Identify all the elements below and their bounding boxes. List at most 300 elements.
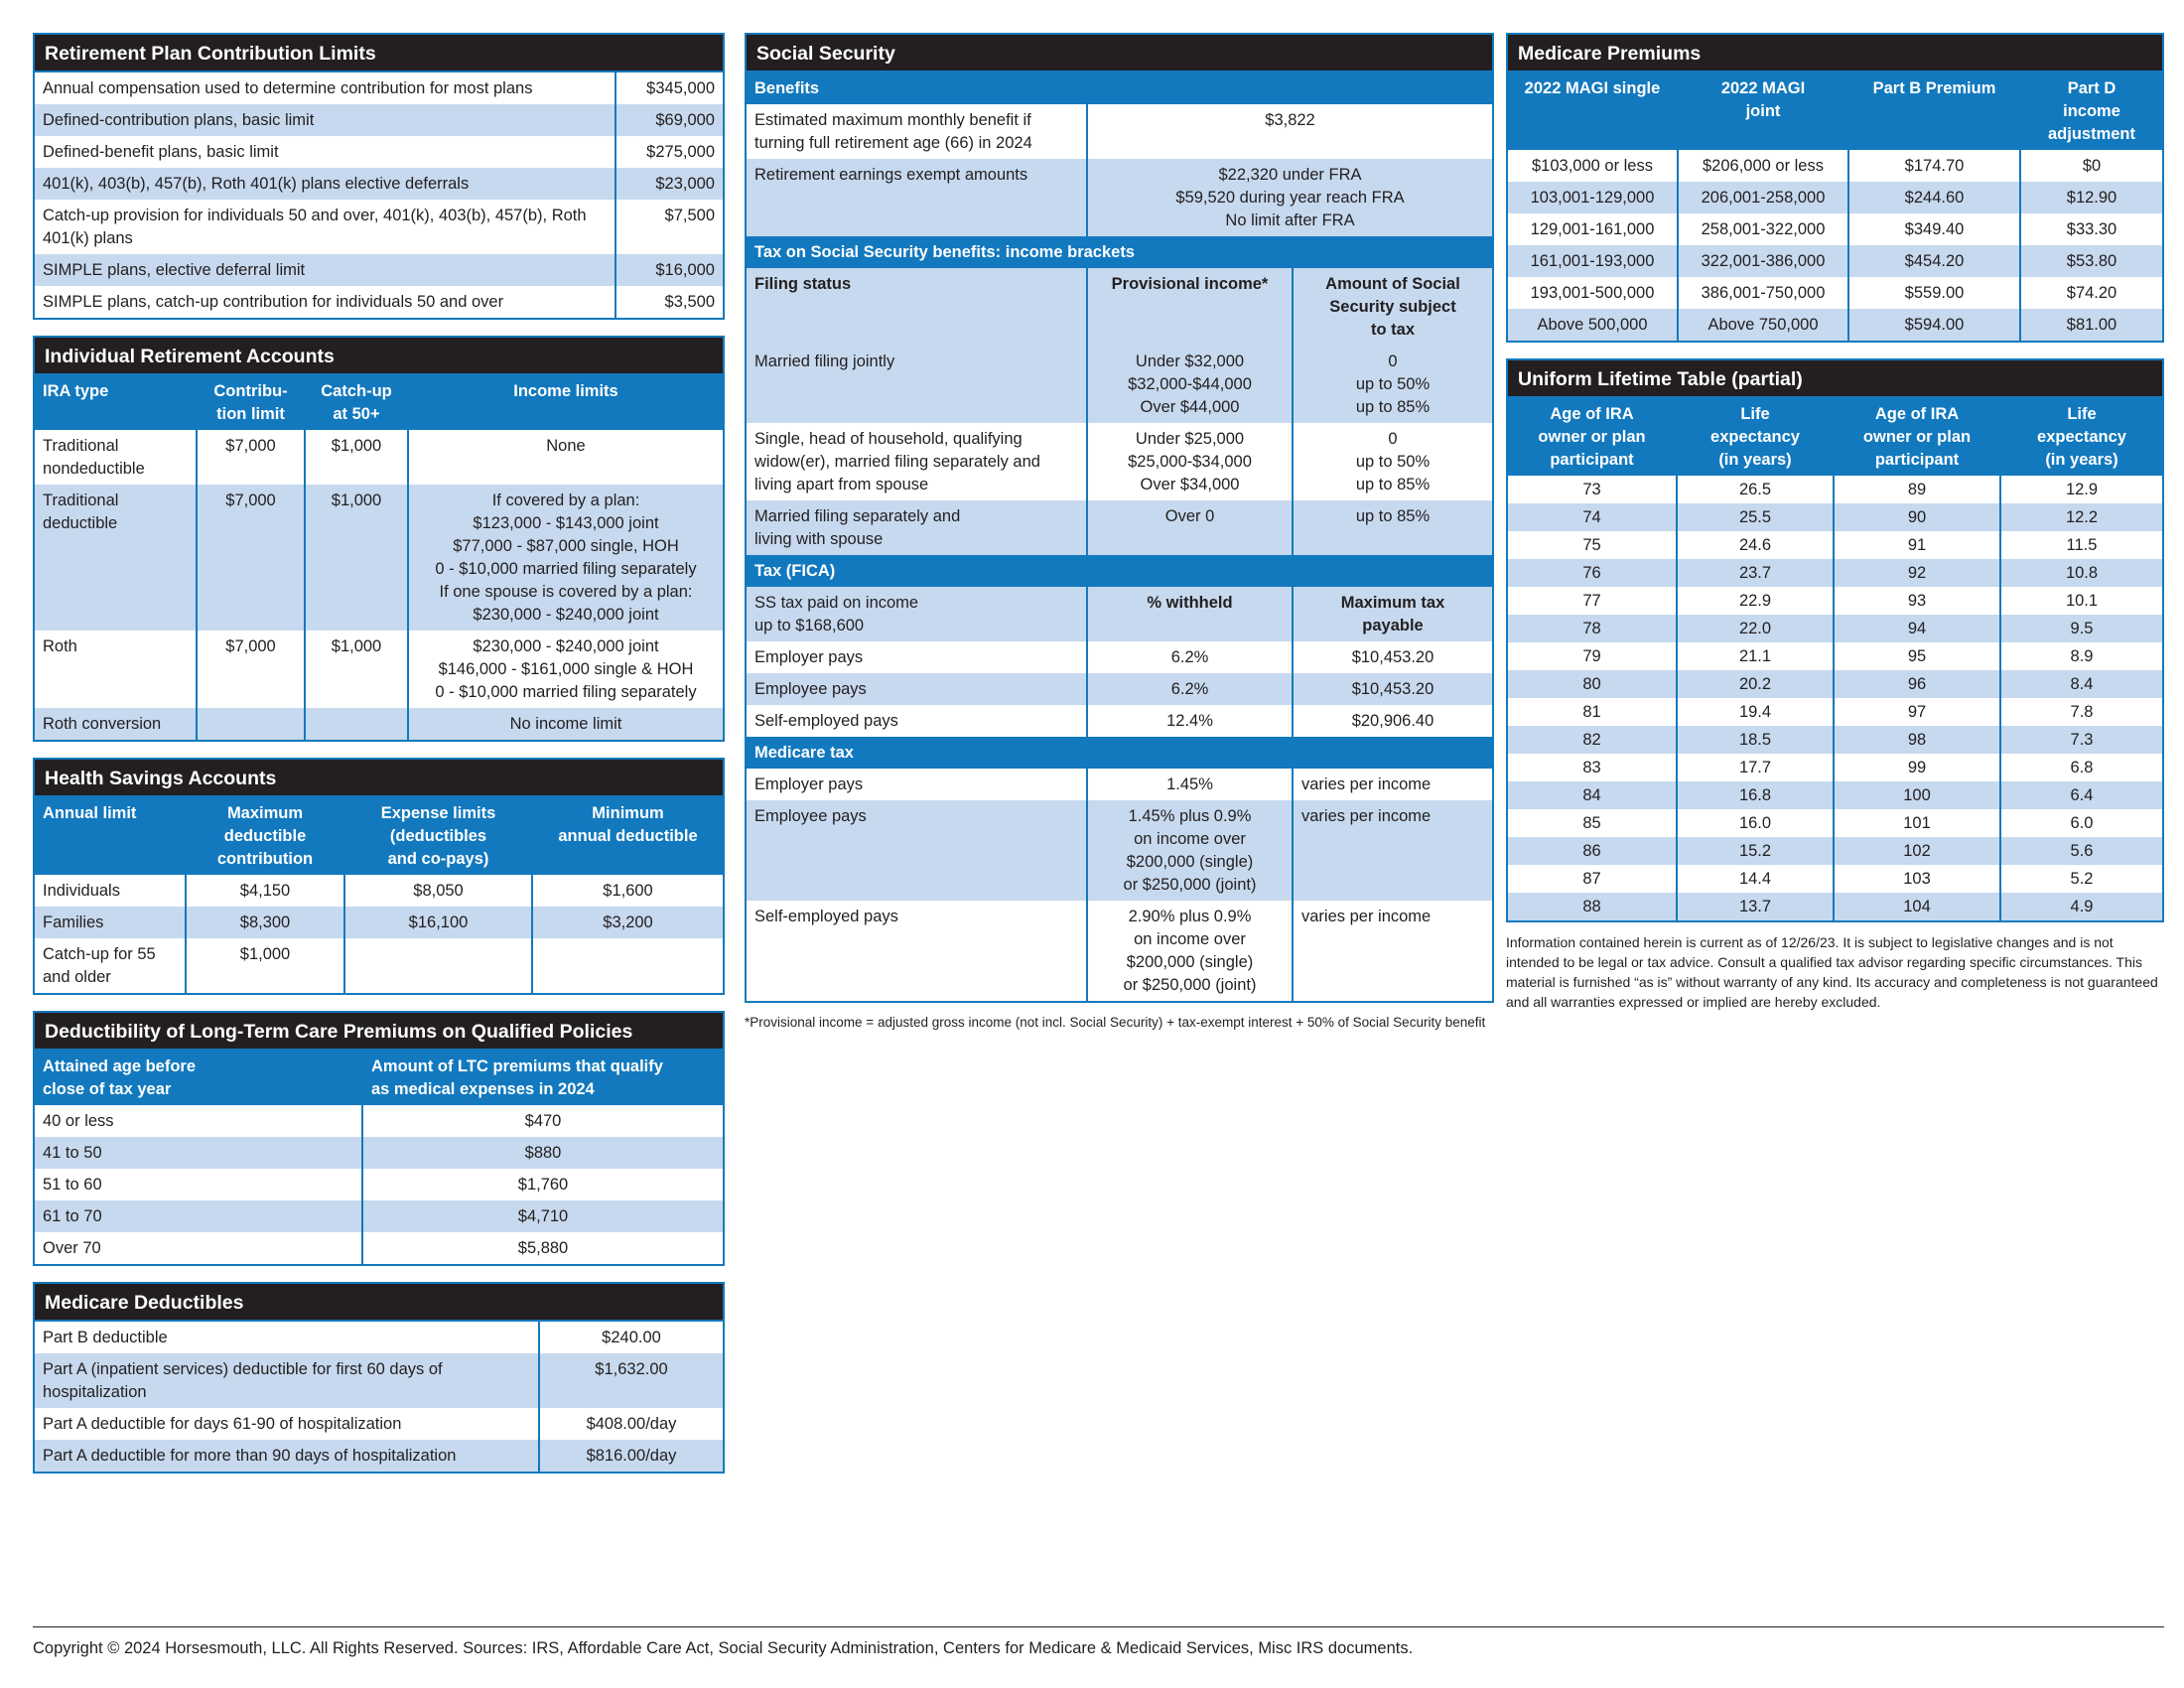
table-row: [1508, 726, 2162, 754]
header-cell: Maximum tax payable: [1293, 587, 1492, 641]
ltc-body: [35, 1105, 723, 1264]
table-row: [1508, 865, 2162, 893]
right-column: [1506, 33, 2164, 1012]
table-cell: 21.1: [1677, 642, 1834, 670]
medicare-deductibles-table: [33, 1282, 725, 1474]
table-row: [35, 1137, 723, 1169]
table-row: [747, 423, 1492, 500]
table-cell: Defined-contribution plans, basic limit: [35, 104, 615, 136]
table-cell: 1.45%: [1087, 769, 1293, 800]
table-cell: 258,001-322,000: [1678, 213, 1848, 245]
table-cell: 98: [1834, 726, 2000, 754]
table-row: [35, 286, 723, 318]
table-cell: varies per income: [1301, 908, 1432, 925]
table-row: [35, 1440, 723, 1472]
table-cell: 17.7: [1677, 754, 1834, 781]
table-cell: None: [546, 437, 586, 455]
table-cell: Estimated maximum monthly benefit if turning full retirement age (66) in 2024: [747, 104, 1087, 159]
table-cell: $816.00/day: [539, 1440, 723, 1472]
table-cell: $1,000: [305, 430, 408, 485]
table-cell: 99: [1834, 754, 2000, 781]
table-cell: 322,001-386,000: [1678, 245, 1848, 277]
table-row: [1508, 893, 2162, 920]
table-cell: 7.3: [2000, 726, 2162, 754]
table-row: [35, 631, 723, 708]
table-row: [747, 346, 1492, 423]
table-cell: $23,000: [615, 168, 723, 200]
table-row: [35, 875, 723, 907]
table-cell: 91: [1834, 531, 2000, 559]
table-cell: 14.4: [1677, 865, 1834, 893]
table-cell: 75: [1508, 531, 1677, 559]
fica-header-row: [747, 587, 1492, 641]
table-cell: 40 or less: [35, 1105, 362, 1137]
retirement-plan-limits-title: Retirement Plan Contribution Limits: [35, 35, 723, 72]
table-cell: 0 up to 50% up to 85%: [1293, 346, 1492, 423]
table-cell: $470: [524, 1112, 562, 1130]
retirement-plan-limits-table: [33, 33, 725, 320]
header-cell: Life expectancy (in years): [1677, 398, 1834, 476]
table-row: [35, 104, 723, 136]
table-cell: 6.4: [2000, 781, 2162, 809]
table-cell: Families: [35, 907, 186, 938]
header-cell: IRA type: [35, 375, 197, 430]
table-cell: $594.00: [1848, 309, 2020, 341]
table-cell: Married filing jointly: [747, 346, 1087, 423]
table-cell: $206,000 or less: [1678, 150, 1848, 182]
table-cell: 4.9: [2000, 893, 2162, 920]
table-cell: $20,906.40: [1351, 712, 1434, 730]
hsa-title: Health Savings Accounts: [35, 760, 723, 797]
disclaimer-text: Information contained herein is current as of 12/26/23. It is subject to legislative changes and is not intended to be legal or tax advice. Consult a qualified tax advisor regarding specific circumstances. This material is furnished “as is” without warranty of any kind. Its accuracy and completeness is not guaranteed and all warranties expressed or implied are hereby excluded.: [1506, 934, 2158, 1010]
table-cell: 25.5: [1677, 503, 1834, 531]
table-cell: $3,200: [532, 907, 723, 938]
table-cell: 11.5: [2066, 536, 2098, 554]
table-cell: Retirement earnings exempt amounts: [747, 159, 1087, 236]
table-cell: Roth: [35, 631, 197, 708]
table-cell: 61 to 70: [35, 1200, 362, 1232]
table-cell: 6.0: [2070, 814, 2094, 832]
table-row: [1508, 642, 2162, 670]
table-cell: $74.20: [2066, 284, 2117, 302]
table-cell: $22,320 under FRA $59,520 during year reach FRA No limit after FRA: [1087, 159, 1492, 236]
table-row: [35, 1408, 723, 1440]
tax-brackets-subheader: [747, 236, 1492, 268]
table-row: [1508, 245, 2162, 277]
header-cell: Filing status: [747, 268, 1087, 346]
table-cell: $349.40: [1848, 213, 2020, 245]
table-row: [35, 907, 723, 938]
table-cell: 13.7: [1677, 893, 1834, 920]
table-cell: Self-employed pays: [747, 901, 1087, 1001]
table-cell: 6.8: [2070, 759, 2094, 776]
uniform-lifetime-title: Uniform Lifetime Table (partial): [1508, 360, 2162, 398]
table-cell: 100: [1834, 781, 2000, 809]
table-row: [1508, 531, 2162, 559]
table-row: [1508, 587, 2162, 615]
table-cell: [305, 708, 408, 740]
uniform-lifetime-table: [1506, 358, 2164, 922]
ira-body: [35, 430, 723, 740]
table-cell: 104: [1834, 893, 2000, 920]
table-cell: 74: [1508, 503, 1677, 531]
header-cell: Amount of LTC premiums that qualify as medical expenses in 2024: [362, 1051, 723, 1105]
table-cell: 0 up to 50% up to 85%: [1355, 430, 1431, 493]
table-row: [35, 938, 723, 993]
table-cell: Employer pays: [747, 641, 1087, 673]
table-cell: Defined-benefit plans, basic limit: [35, 136, 615, 168]
table-cell: Part A deductible for days 61-90 of hospitalization: [35, 1408, 539, 1440]
table-cell: 5.2: [2070, 870, 2094, 888]
table-cell: [532, 938, 723, 993]
table-cell: 5.6: [2000, 837, 2162, 865]
table-cell: $16,000: [615, 254, 723, 286]
medicare-tax-body: [747, 769, 1492, 1001]
table-cell: 401(k), 403(b), 457(b), Roth 401(k) plans elective deferrals: [35, 168, 615, 200]
table-cell: Traditional nondeductible: [35, 430, 197, 485]
table-cell: 102: [1834, 837, 2000, 865]
table-cell: 90: [1834, 503, 2000, 531]
table-row: [747, 159, 1492, 236]
medicare-deductibles-title: Medicare Deductibles: [35, 1284, 723, 1322]
table-cell: 12.4%: [1087, 705, 1293, 737]
table-cell: Annual compensation used to determine contribution for most plans: [35, 72, 615, 104]
table-cell: Over 0: [1087, 500, 1293, 555]
table-row: [1508, 670, 2162, 698]
header-cell: 2022 MAGI joint: [1678, 72, 1848, 150]
table-cell: SIMPLE plans, catch-up contribution for individuals 50 and over: [35, 286, 615, 318]
ira-table: [33, 336, 725, 742]
table-row: [35, 72, 723, 104]
table-cell: [197, 708, 305, 740]
table-cell: varies per income: [1301, 775, 1432, 793]
hsa-table: [33, 758, 725, 995]
medicare-tax-subheader: [747, 737, 1492, 769]
table-row: [1508, 503, 2162, 531]
table-cell: Part A deductible for more than 90 days of hospitalization: [35, 1440, 539, 1472]
table-cell: 16.0: [1677, 809, 1834, 837]
table-row: [35, 708, 723, 740]
medicare-tax-label: Medicare tax: [747, 737, 1492, 769]
table-cell: $10,453.20: [1293, 673, 1492, 705]
table-cell: $230,000 - $240,000 joint $146,000 - $161,000 single & HOH 0 - $10,000 married filing separately: [435, 637, 697, 701]
table-cell: Employer pays: [747, 769, 1087, 800]
table-cell: 10.1: [2065, 592, 2099, 610]
table-cell: $880: [362, 1137, 723, 1169]
table-cell: 19.4: [1677, 698, 1834, 726]
table-cell: 93: [1834, 587, 2000, 615]
table-cell: $174.70: [1848, 150, 2020, 182]
table-cell: 83: [1508, 754, 1677, 781]
tax-brackets-label: Tax on Social Security benefits: income brackets: [747, 236, 1492, 268]
table-cell: varies per income: [1293, 800, 1492, 901]
table-cell: 73: [1508, 476, 1677, 503]
table-cell: $1,600: [603, 882, 653, 900]
header-cell: SS tax paid on income up to $168,600: [747, 587, 1087, 641]
table-cell: $4,710: [362, 1200, 723, 1232]
table-cell: $16,100: [344, 907, 532, 938]
table-cell: $8,300: [186, 907, 344, 938]
table-cell: 1.45% plus 0.9% on income over $200,000 (single) or $250,000 (joint): [1087, 800, 1293, 901]
header-cell: Expense limits (deductibles and co-pays): [344, 797, 532, 875]
table-cell: 103,001-129,000: [1508, 182, 1678, 213]
ira-header-row: [35, 375, 723, 430]
table-cell: Employee pays: [747, 800, 1087, 901]
table-cell: Employee pays: [747, 673, 1087, 705]
header-cell: % withheld: [1087, 587, 1293, 641]
header-cell: Part D income adjustment: [2020, 72, 2162, 150]
table-row: [1508, 615, 2162, 642]
table-row: [35, 1200, 723, 1232]
provisional-income-footnote: *Provisional income = adjusted gross income (not incl. Social Security) + tax-exempt interest + 50% of Social Security benefit: [745, 1015, 1486, 1030]
table-row: [747, 500, 1492, 555]
table-row: [747, 641, 1492, 673]
header-cell: Life expectancy (in years): [2000, 398, 2162, 476]
table-cell: 87: [1508, 865, 1677, 893]
table-cell: Self-employed pays: [747, 705, 1087, 737]
header-cell: Annual limit: [35, 797, 186, 875]
table-row: [35, 1232, 723, 1264]
table-cell: $1,000: [305, 631, 408, 708]
retirement-plan-limits-body: [35, 72, 723, 318]
fica-label: Tax (FICA): [747, 555, 1492, 587]
table-cell: $5,880: [517, 1239, 569, 1257]
table-cell: No income limit: [408, 708, 723, 740]
table-cell: 7.8: [2070, 703, 2094, 721]
table-cell: $3,500: [664, 293, 715, 311]
header-cell: Provisional income*: [1087, 268, 1293, 346]
table-cell: 76: [1508, 559, 1677, 587]
table-row: [35, 200, 723, 254]
table-cell: 41 to 50: [35, 1137, 362, 1169]
table-row: [35, 254, 723, 286]
table-row: [747, 800, 1492, 901]
table-cell: $69,000: [615, 104, 723, 136]
table-cell: Catch-up for 55 and older: [35, 938, 186, 993]
ltc-table: [33, 1011, 725, 1266]
table-cell: 18.5: [1677, 726, 1834, 754]
table-cell: 10.8: [2000, 559, 2162, 587]
table-row: [1508, 277, 2162, 309]
table-cell: $408.00/day: [586, 1415, 677, 1433]
table-cell: 94: [1834, 615, 2000, 642]
table-cell: 2.90% plus 0.9% on income over $200,000 (single) or $250,000 (joint): [1087, 901, 1293, 1001]
social-security-table: [745, 33, 1494, 1003]
header-cell: Amount of Social Security subject to tax: [1293, 268, 1492, 346]
table-cell: Above 750,000: [1678, 309, 1848, 341]
table-cell: Above 500,000: [1508, 309, 1678, 341]
table-cell: 24.6: [1677, 531, 1834, 559]
medicare-premiums-body: [1508, 150, 2162, 341]
table-cell: $454.20: [1848, 245, 2020, 277]
header-cell: 2022 MAGI single: [1508, 72, 1678, 150]
header-cell: Income limits: [408, 375, 723, 430]
table-cell: 386,001-750,000: [1678, 277, 1848, 309]
tax-brackets-header-row: [747, 268, 1492, 346]
table-cell: 78: [1508, 615, 1677, 642]
table-cell: $240.00: [602, 1329, 661, 1346]
table-row: [747, 901, 1492, 1001]
table-cell: $33.30: [2066, 220, 2117, 238]
table-cell: $559.00: [1848, 277, 2020, 309]
table-cell: $4,150: [186, 875, 344, 907]
table-cell: 92: [1834, 559, 2000, 587]
table-row: [1508, 559, 2162, 587]
table-row: [35, 485, 723, 631]
table-cell: 77: [1508, 587, 1677, 615]
table-cell: $7,000: [197, 485, 305, 631]
table-cell: Under $32,000 $32,000-$44,000 Over $44,000: [1087, 346, 1293, 423]
uniform-lifetime-body: [1508, 476, 2162, 920]
left-column: [33, 33, 725, 1489]
table-cell: $1,000: [186, 938, 344, 993]
table-row: [1508, 213, 2162, 245]
table-row: [35, 430, 723, 485]
table-cell: $10,453.20: [1351, 648, 1434, 666]
benefits-subheader: [747, 72, 1492, 104]
copyright-text: Copyright © 2024 Horsesmouth, LLC. All Rights Reserved. Sources: IRS, Affordable Care Act, Social Security Administration, Centers for Medicare & Medicaid Services, Misc IRS documents.: [33, 1639, 1414, 1657]
fica-body: [747, 641, 1492, 737]
table-cell: Single, head of household, qualifying widow(er), married filing separately and living apart from spouse: [747, 423, 1087, 500]
table-cell: $3,822: [1265, 111, 1315, 129]
table-cell: 82: [1508, 726, 1677, 754]
table-cell: 81: [1508, 698, 1677, 726]
table-cell: Over 70: [35, 1232, 362, 1264]
table-cell: 51 to 60: [35, 1169, 362, 1200]
table-cell: [344, 938, 532, 993]
table-cell: SIMPLE plans, elective deferral limit: [35, 254, 615, 286]
table-row: [1508, 698, 2162, 726]
table-row: [1508, 837, 2162, 865]
table-cell: 89: [1834, 476, 2000, 503]
table-cell: $275,000: [646, 143, 715, 161]
table-cell: 6.2%: [1087, 641, 1293, 673]
table-row: [35, 1322, 723, 1353]
table-cell: 103: [1834, 865, 2000, 893]
table-cell: $103,000 or less: [1508, 150, 1678, 182]
table-row: [1508, 754, 2162, 781]
table-cell: 8.9: [2070, 647, 2094, 665]
table-row: [747, 673, 1492, 705]
table-cell: $81.00: [2020, 309, 2162, 341]
header-cell: Catch-up at 50+: [305, 375, 408, 430]
table-cell: $53.80: [2020, 245, 2162, 277]
table-cell: 26.5: [1677, 476, 1834, 503]
table-cell: 97: [1834, 698, 2000, 726]
tax-brackets-body: [747, 346, 1492, 555]
benefits-label: Benefits: [747, 72, 1492, 104]
table-cell: Individuals: [35, 875, 186, 907]
table-cell: $7,000: [197, 631, 305, 708]
table-cell: 16.8: [1677, 781, 1834, 809]
table-row: [747, 104, 1492, 159]
table-row: [1508, 809, 2162, 837]
table-cell: Catch-up provision for individuals 50 and over, 401(k), 403(b), 457(b), Roth 401(k) plans: [35, 200, 615, 254]
table-cell: Part B deductible: [35, 1322, 539, 1353]
table-cell: Roth conversion: [35, 708, 197, 740]
header-cell: Part B Premium: [1848, 72, 2020, 150]
table-cell: 6.2%: [1087, 673, 1293, 705]
table-cell: Under $25,000 $25,000-$34,000 Over $34,000: [1087, 423, 1293, 500]
table-cell: $244.60: [1848, 182, 2020, 213]
table-cell: 193,001-500,000: [1508, 277, 1678, 309]
table-cell: 9.5: [2000, 615, 2162, 642]
medicare-premiums-header-row: [1508, 72, 2162, 150]
table-row: [1508, 781, 2162, 809]
table-cell: 80: [1508, 670, 1677, 698]
table-cell: Part A (inpatient services) deductible for first 60 days of hospitalization: [35, 1353, 539, 1408]
table-cell: $7,500: [664, 207, 715, 224]
social-security-title: Social Security: [747, 35, 1492, 72]
table-cell: If covered by a plan: $123,000 - $143,000 joint $77,000 - $87,000 single, HOH 0 - $10,000 married filing separately If one spouse is covered by a plan: $230,000 - $240,000 joint: [408, 485, 723, 631]
table-cell: $7,000: [197, 430, 305, 485]
table-row: [1508, 476, 2162, 503]
ltc-title: Deductibility of Long-Term Care Premiums on Qualified Policies: [35, 1013, 723, 1051]
table-cell: 22.0: [1677, 615, 1834, 642]
table-cell: 88: [1508, 893, 1677, 920]
header-cell: Age of IRA owner or plan participant: [1834, 398, 2000, 476]
table-row: [35, 1353, 723, 1408]
table-cell: $1,632.00: [539, 1353, 723, 1408]
table-cell: 12.2: [2000, 503, 2162, 531]
table-row: [1508, 182, 2162, 213]
table-cell: 206,001-258,000: [1678, 182, 1848, 213]
ira-title: Individual Retirement Accounts: [35, 338, 723, 375]
uniform-lifetime-header-row: [1508, 398, 2162, 476]
table-cell: 20.2: [1677, 670, 1834, 698]
table-cell: Married filing separately and living with spouse: [747, 500, 1087, 555]
medicare-premiums-table: [1506, 33, 2164, 343]
table-cell: 12.9: [2065, 481, 2099, 498]
table-cell: 23.7: [1677, 559, 1834, 587]
table-row: [1508, 150, 2162, 182]
table-row: [35, 136, 723, 168]
table-cell: $12.90: [2020, 182, 2162, 213]
header-cell: Maximum deductible contribution: [186, 797, 344, 875]
table-cell: 96: [1834, 670, 2000, 698]
table-cell: 8.4: [2000, 670, 2162, 698]
header-cell: Minimum annual deductible: [532, 797, 723, 875]
table-cell: 129,001-161,000: [1508, 213, 1678, 245]
table-cell: $1,000: [305, 485, 408, 631]
middle-column: [745, 33, 1494, 1032]
table-row: [747, 769, 1492, 800]
benefits-body: [747, 104, 1492, 236]
table-cell: $1,760: [517, 1176, 569, 1194]
table-cell: 86: [1508, 837, 1677, 865]
hsa-body: [35, 875, 723, 993]
table-row: [35, 1105, 723, 1137]
medicare-deductibles-body: [35, 1322, 723, 1472]
table-cell: $8,050: [344, 875, 532, 907]
table-cell: 84: [1508, 781, 1677, 809]
table-cell: 15.2: [1677, 837, 1834, 865]
header-cell: Contribu- tion limit: [197, 375, 305, 430]
table-cell: 95: [1834, 642, 2000, 670]
medicare-premiums-title: Medicare Premiums: [1508, 35, 2162, 72]
table-cell: Traditional deductible: [35, 485, 197, 631]
footer-divider: [33, 1626, 2164, 1627]
table-cell: 22.9: [1677, 587, 1834, 615]
table-cell: $0: [2082, 157, 2102, 175]
ltc-header-row: [35, 1051, 723, 1105]
table-cell: 101: [1834, 809, 2000, 837]
header-cell: Attained age before close of tax year: [35, 1051, 362, 1105]
table-cell: up to 85%: [1293, 500, 1492, 555]
fica-subheader: [747, 555, 1492, 587]
table-cell: 79: [1508, 642, 1677, 670]
table-row: [747, 705, 1492, 737]
